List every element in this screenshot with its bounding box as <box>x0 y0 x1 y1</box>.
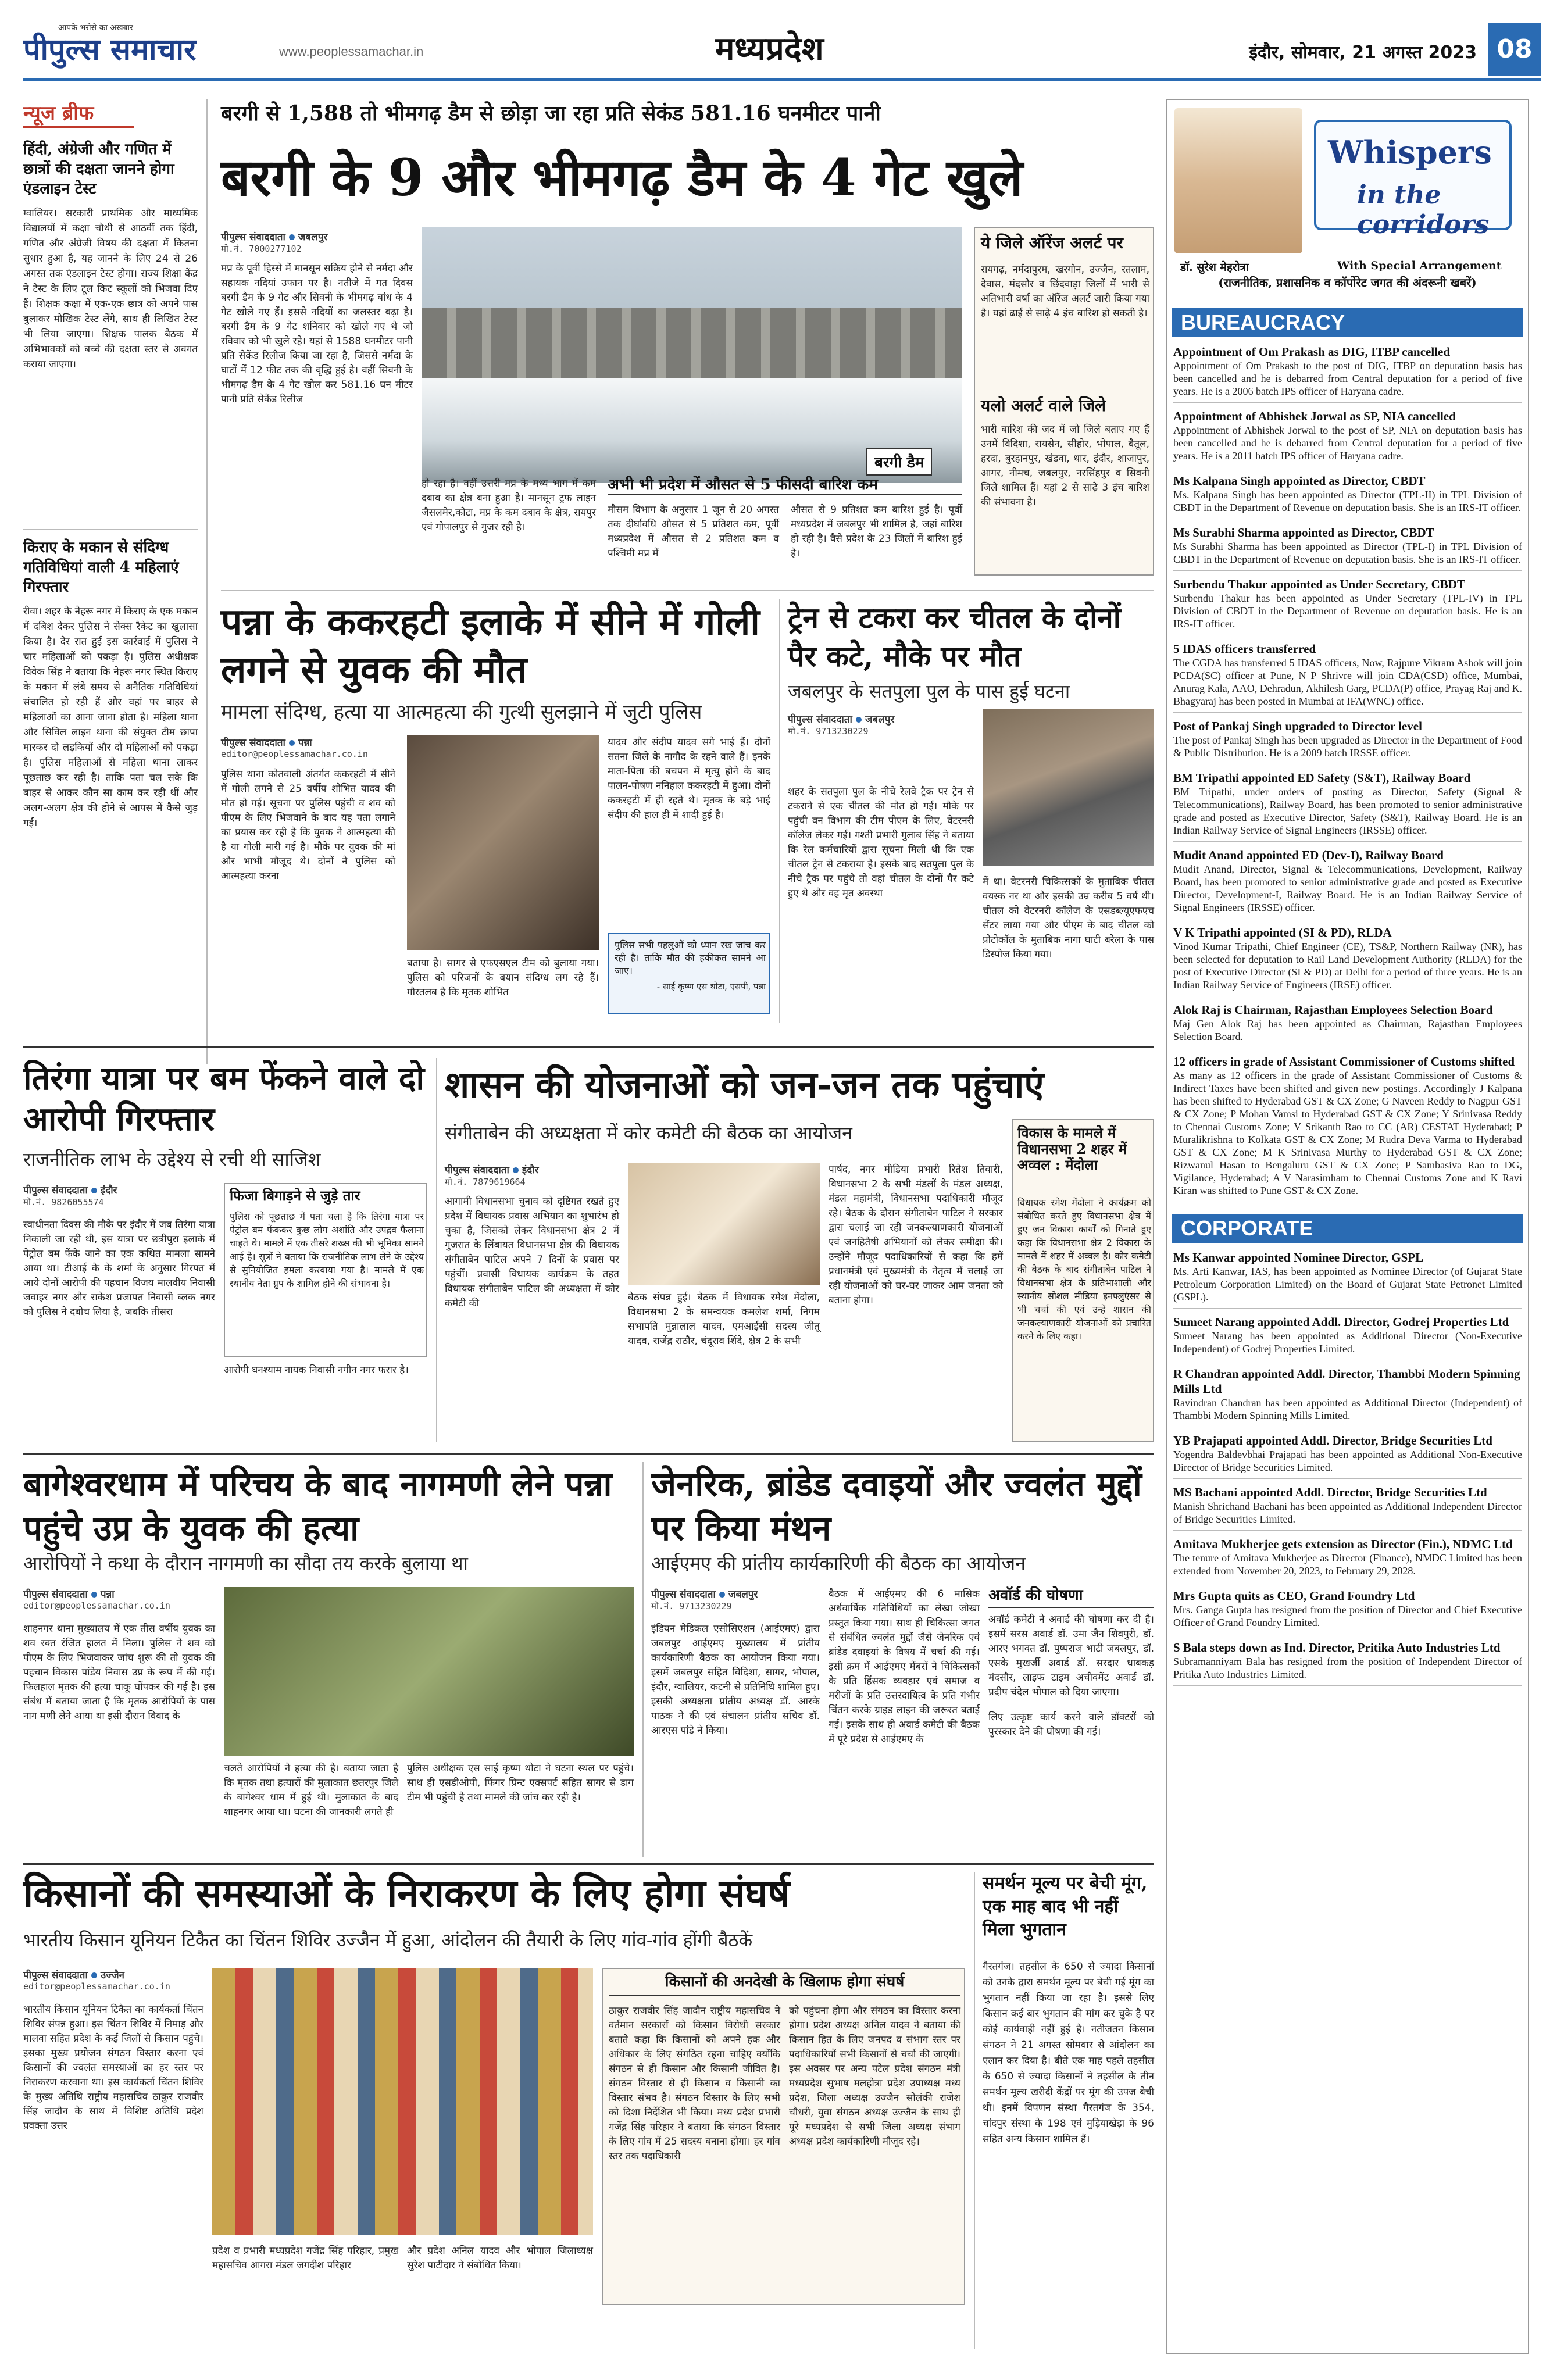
news-item-title: BM Tripathi appointed ED Safety (S&T), Railway Board <box>1173 771 1471 785</box>
generic-text: बैठक में आईएमए की 6 मासिक अर्धवार्षिक गतिविधियों का लेखा जोखा प्रस्तुत किया गया। साथ ही चिकित्सा जगत से संबंधित ज्वलंत मुद्दों जैसे जेनरिक एवं ब्रांडेड दवाइयां के विषय में चर्चा की गई। इसी क्रम में आईएमए मेंबरों ने चिकित्सकों के प्रति हिंसक व्यवहार एवं समाज व मरीजों के प्रति उत्तरदायित्व के प्रति गंभीर चिंतन करके ग्राइड लाइन की जरूरत बताई गई। इसके साथ ही अवार्ड कमेटी की बैठक में पूरे प्रदेश से आईएमए के <box>829 1588 980 1745</box>
news-item-title: Amitava Mukherjee gets extension as Director (Fin.), NDMC Ltd <box>1173 1537 1513 1551</box>
news-item-text: Ms. Kalpana Singh has been appointed as Director (TPL-II) in TPL Division of CBDT in the Department of Revenue on deputation basis. She is an IRS-IT officer. <box>1173 489 1522 513</box>
news-item <box>1173 344 1522 403</box>
news-item-text: BM Tripathi, under orders of posting as Director, Safety (Signal & Telecommunications), Railway Board, has been promoted to senior administrative grade and posted as Executive Director, Safety (S&T), Railway Board. He is an Indian Railway Service of Signal Engineers (IRSSE) officer. <box>1173 786 1522 836</box>
section-title: मध्यप्रदेश <box>715 30 824 68</box>
orange-alert-title: ये जिले ऑरेंज अलर्ट पर <box>981 233 1123 252</box>
news-item-title: MS Bachani appointed Addl. Director, Bridge Securities Ltd <box>1173 1485 1487 1499</box>
news-brief-label: न्यूज ब्रीफ <box>23 99 134 128</box>
website-url[interactable]: www.peoplessamachar.in <box>279 44 424 59</box>
top-strap: बरगी से 1,588 तो भीमगढ़ डैम से छोड़ा जा रहा प्रति सेकंड 581.16 घनमीटर पानी <box>221 101 881 126</box>
news-item <box>1173 1314 1522 1360</box>
panna-text: पुलिस थाना कोतवाली अंतर्गत ककरहटी में सीने में गोली लगने से 25 वर्षीय शोभित यादव की मौत हो गई। सूचना पर पुलिस पहुंची व शव को पीएम के लिए भिजवाने के बाद यह पता लगाने का प्रयास कर रही है कि युवक ने आत्महत्या की है या गोली मारी गई है। मौके पर युवक की मां और भाभी मौजूद थे। दोनों ने पुलिस को आत्महत्या करना <box>221 769 395 882</box>
dam-byline: पीपुल्स संवाददाता जबलपुर मो.नं. 7000277102 <box>221 231 328 254</box>
yojana-text: आगामी विधानसभा चुनाव को दृष्टिगत रखते हुए प्रदेश में विधायक प्रवास अभियान का शुभारंभ हो चुका है, जिसको लेकर विधानसभा क्षेत्र 2 में गुजरात के लिंबायत विधानसभा क्षेत्र की विधायक संगीताबेन पाटिल अपने 7 दिनों के प्रवास पर पहुंचीं। प्रवासी विधायक कार्यक्रम के तहत विधायक संगीताबेन पाटिल की अध्यक्षता में कोर कमेटी की <box>445 1196 619 1309</box>
generic-headline: जेनरिक, ब्रांडेड दवाइयों और ज्वलंत मुद्दों पर किया मंथन <box>651 1464 1142 1548</box>
news-item <box>1173 577 1522 635</box>
brief-title: हिंदी, अंग्रेजी और गणित में छात्रों की दक्षता जानने होगा एंडलाइन टेस्ट <box>23 141 174 198</box>
news-item-title: Appointment of Abhishek Jorwal as SP, NIA cancelled <box>1173 409 1456 423</box>
moong-headline: समर्थन मूल्य पर बेची मूंग, एक माह बाद भी नहीं मिला भुगतान <box>983 1873 1148 1940</box>
news-item-title: S Bala steps down as Ind. Director, Pritika Auto Industries Ltd <box>1173 1641 1501 1654</box>
news-item-text: The tenure of Amitava Mukherjee as Director (Finance), NMDC Limited has been extended from November 20, 2023, to February 29, 2028. <box>1173 1552 1522 1577</box>
news-item-title: Surbendu Thakur appointed as Under Secretary, CBDT <box>1173 577 1465 591</box>
bureaucracy-band: BUREAUCRACY <box>1172 308 1523 337</box>
train-text: शहर के सतपुला पुल के नीचे रेलवे ट्रैक पर ट्रेन से टकराने से एक चीतल की मौत हो गई। मौके पर पहुंची वन विभाग की टीम पीएम के लिए, वेटरनरी कॉलेज लेकर गई। गश्ती प्रभारी गुलाब सिंह ने बताया कि रेल कर्मचारियों द्वारा सूचना मिली थी कि एक चीतल ट्रेन से टकराया है। इसके बाद सतपुला पुल के नीचे ट्रैक पर पहुंचे तो वहां चीतल के दोनों पैर कटे हुए थे और वह मृत अवस्था <box>788 786 974 899</box>
news-item <box>1173 925 1522 996</box>
farmer-text: प्रदेश व प्रभारी मध्यप्रदेश गजेंद्र सिंह परिहार, प्रमुख महासचिव आगरा मंडल जगदीश परिहार <box>212 2245 398 2271</box>
corporate-band: CORPORATE <box>1172 1214 1523 1243</box>
tiranga-text: स्वाधीनता दिवस की मौके पर इंदौर में जब तिरंगा यात्रा निकाली जा रही थी, इस यात्रा पर छत्रीपुरा इलाके में पेट्रोल बम फेंके जाने का एक कथित मामला सामने आया था। टीआई के के शर्मा के अनुसार गिरफ्त में आये दोनों आरोपी की पहचान विजय मालवीय निवासी जवाहर नगर और राकेश प्रजापत निवासी ब्लक नगर को पुलिस ने दबोच लिया है, जबकि तीसरा <box>23 1219 215 1318</box>
news-item-title: Mudit Anand appointed ED (Dev-I), Railway Board <box>1173 848 1444 862</box>
yojana-text: पार्षद, नगर मीडिया प्रभारी रितेश तिवारी, विधानसभा 2 के सभी मंडलों के मंडल अध्यक्ष, मंडल महामंत्री, विधानसभा पदाधिकारी मौजूद रहे। बैठक के दौरान संगीताबेन पाटिल ने सरकार द्वारा चलाई जा रही जनकल्याणकारी योजनाओं एवं जनहितैषी अभियानों को लेकर समीक्षा की। उन्होंने मौजूद पदाधिकारियों से कहा कि हमें प्रधानमंत्री एवं मुख्यमंत्री के नेतृत्व में चलाई जा रही योजनाओं को घर-घर जाकर आम जनता को बताना होगा। <box>829 1164 1003 1306</box>
farmer-subhead: भारतीय किसान यूनियन टिकैत का चिंतन शिविर उज्जैन में हुआ, आंदोलन की तैयारी के लिए गांव-गांव होंगी बैठकें <box>23 1930 753 1951</box>
corporate-list <box>1173 1250 1522 1692</box>
tiranga-sidebar-title: फिजा बिगाड़ने से जुड़े तार <box>230 1187 360 1204</box>
yellow-alert-title: यलो अलर्ट वाले जिले <box>981 396 1106 415</box>
train-headline: ट्रेन से टकरा कर चीतल के दोनों पैर कटे, मौके पर मौत <box>788 601 1121 673</box>
author-photo <box>1174 108 1302 253</box>
newspaper-logo: आपके भरोसे का अखबार पीपुल्स समाचार <box>23 23 197 67</box>
yellow-alert-text: भारी बारिश की जद में जो जिले बताए गए हैं उनमें विदिशा, रायसेन, सीहोर, भोपाल, बैतूल, हरदा, बुरहानपुर, खंडवा, धार, इंदौर, शाजापुर, आगर, नीमच, जबलपुर, नरसिंहपुर व सिवनी जिले शामिल हैं। यहां 2 से साढ़े 3 इंच बारिश की संभावना है। <box>981 424 1149 508</box>
bageshwar-text: शाहनगर थाना मुख्यालय में एक तीस वर्षीय युवक का शव रक्त रंजित हालत में मिला। पुलिस ने शव को पीएम के लिए भिजवाकर जांच शुरू की तो युवक की पहचान विकास पांडेय निवास उप्र के रूप में की गई। फिलहाल मृतक की हत्या चाकू घोंपकर की गई है। इस संबंध में बताया जाता है कि मृतक आरोपियों के पास नाग मणी लेने आया था इसी दौरान विवाद के <box>23 1623 215 1722</box>
news-item-text: Surbendu Thakur has been appointed as Under Secretary (TPL-IV) in TPL Division of CBDT in the Department of Revenue on deputation basis. He is an IRS-IT officer. <box>1173 592 1522 630</box>
tiranga-subhead: राजनीतिक लाभ के उद्देश्य से रची थी साजिश <box>23 1148 321 1170</box>
yojana-sidebar <box>1012 1119 1154 1442</box>
yojana-text: बैठक संपन्न हुई। बैठक में विधायक रमेश मेंदोला, विधानसभा 2 के समन्वयक कमलेश शर्मा, निगम सभापति मुन्नालाल यादव, एमआईसी सदस्य जीतू यादव, राजेंद्र राठौर, चंदूराव शिंदे, क्षेत्र 2 के सभी <box>628 1292 820 1347</box>
news-item-text: Yogendra Baldevbhai Prajapati has been appointed as Additional Non-Executive Director of Bridge Securities Limited. <box>1173 1449 1522 1473</box>
chital-photo <box>983 709 1154 866</box>
news-item <box>1173 848 1522 919</box>
news-item-title: Alok Raj is Chairman, Rajasthan Employees Selection Board <box>1173 1003 1493 1017</box>
news-item-text: Manish Shrichand Bachani has been appointed as Additional Independent Director of Bridge Securities Limited. <box>1173 1500 1522 1525</box>
news-item-text: Subramanniyam Bala has resigned from the position of Independent Director of Pritika Auto Industries Limited. <box>1173 1656 1522 1680</box>
dam-photo <box>422 227 962 471</box>
quote-text: पुलिस सभी पहलुओं को ध्यान रख जांच कर रही है। ताकि मौत की हकीकत सामने आ जाए। <box>615 939 766 976</box>
news-item-title: 5 IDAS officers transferred <box>1173 642 1316 656</box>
news-item-title: 12 officers in grade of Assistant Commissioner of Customs shifted <box>1173 1055 1515 1069</box>
brief-item <box>23 140 198 372</box>
news-item <box>1173 1588 1522 1634</box>
news-item <box>1173 409 1522 467</box>
panna-subhead: मामला संदिग्ध, हत्या या आत्महत्या की गुत्थी सुलझाने में जुटी पुलिस <box>221 701 702 724</box>
news-item-text: Maj Gen Alok Raj has been appointed as Chairman, Rajasthan Employees Selection Board. <box>1173 1018 1522 1042</box>
farmer-headline: किसानों की समस्याओं के निराकरण के लिए होगा संघर्ष <box>23 1871 790 1916</box>
panna-headline: पन्ना के ककरहटी इलाके में सीने में गोली लगने से युवक की मौत <box>221 601 760 692</box>
news-item-title: R Chandran appointed Addl. Director, Thambbi Modern Spinning Mills Ltd <box>1173 1367 1520 1396</box>
generic-subhead: आईएमए की प्रांतीय कार्यकारिणी की बैठक का आयोजन <box>651 1552 1026 1574</box>
dam-text: मप्र के पूर्वी हिस्से में मानसून सक्रिय होने से नर्मदा और सहायक नदियां उफान पर है। नतीजे में गत दिवस बरगी डैम के 9 गेट और सिवनी के भीमगढ़ बांध के 4 गेट खोले गए हैं। इससे नदियों का जलस्तर बढ़ा है। बरगी डैम के 9 गेट शनिवार को खोले गए थे जो रविवार को भी खुले रहे। यहां से 1588 घनमीटर पानी प्रति सेकेंड रिलीज किया जा रहा है, जिससे नर्मदा के घाटों में 12 फीट तक की वृद्धि हुई है। वहीं सिवनी के भीमगढ़ डैम के 4 गेट खोल कर 581.16 घन मीटर पानी प्रति सेकेंड रिलीज <box>221 263 413 405</box>
farmer-sidebar-text: को पहुंचना होगा और संगठन का विस्तार करना होगा। प्रदेश अध्यक्ष अनिल यादव ने बताया की किसान हित के लिए जनपद व संभाग स्तर पर पदाधिकारियों सभी किसानों से चर्चा की जाएगी। इस अवसर पर अन्य पटेल प्रदेश संगठन मंत्री मध्यप्रदेश सुभाष मलहोत्रा प्रदेश उपाध्यक्ष मध्य प्रदेश, जिला अध्यक्ष उज्जैन सोलंकी राजेश चौधरी, युवा संगठन अध्यक्ष उज्जैन के साथ ही पूरे मध्यप्रदेश से सभी जिला अध्यक्ष संभाग अध्यक्ष प्रदेश कार्यकारिणी मौजूद रहे। <box>789 2005 960 2147</box>
news-item-text: Ravindran Chandran has been appointed as Additional Director (Independent) of Thambbi Modern Spinning Mills Limited. <box>1173 1397 1522 1421</box>
bageshwar-byline: पीपुल्स संवाददाता पन्ना editor@peoplessamachar.co.in <box>23 1589 170 1611</box>
brief-text: ग्वालियर। सरकारी प्राथमिक और माध्यमिक विद्यालयों में कक्षा चौथी से आठवीं तक हिंदी, गणित और अंग्रेजी विषय की दक्षता में कितना सुधार हुआ है, यह जानने के लिए 24 से 26 अगस्त तक एंडलाइन टेस्ट होगा। राज्य शिक्षा केंद्र ने टेस्ट के लिए टूल किट स्कूलों को भिजवा दिए हैं। शिक्षक कक्षा में एक-एक छात्र को अपने पास बुलाकर मौखिक टेस्ट लेंगे, साथ ही लिखित टेस्ट भी लिया जाएगा। शिक्षक पालक बैठक में अभिभावकों को बच्चे की दक्षता स्तर से अवगत कराया जाएगा। <box>23 208 198 370</box>
victim-photo <box>407 735 599 950</box>
news-item-text: As many as 12 officers in the grade of Assistant Commissioner of Customs & Indirect Taxes have been shifted and given new postings. Accordingly J Kalpana has been shifted to Hyderabad GST & CX Zone; G Naveen Reddy to Nagpur GST & CX Zone; P Mohan Vamsi to Hyderabad GST & CX Zone; Y Srinivasa Reddy to Chennai Customs Zone; V Srikanth Rao to CC (AR) CESTAT Hyderabad; P Muralikrishna to Kolkata GST & CX Zone; M Rudra Deva Varma to Hyderabad GST & CX Zone; M K Srinivasa Murthy to Hyderabad GST & CX Zone; Rizwanul Hasan to Bengaluru GST & CX Zone; P Sambasiva Rao to DG, Vigilance, Hyderabad; A V Narasimham to Chennai Customs Zone and K Ravi Kiran was shifted to Pune GST & CX Zone. <box>1173 1070 1522 1196</box>
train-subhead: जबलपुर के सतपुला पुल के पास हुई घटना <box>788 680 1070 702</box>
whispers-logo: Whispers in the corridors <box>1314 120 1512 230</box>
farmer-sidebar-title: किसानों की अनदेखी के खिलाफ होगा संघर्ष <box>609 1974 960 1996</box>
news-item-title: Ms Kanwar appointed Nominee Director, GSPL <box>1173 1250 1424 1264</box>
dam-photo-caption: बरगी डैम <box>866 448 932 476</box>
yojana-headline: शासन की योजनाओं को जन-जन तक पहुंचाएं <box>445 1063 1044 1106</box>
train-text: में था। वेटरनरी चिकित्सकों के मुताबिक चीतल वयस्क नर था और इसकी उम्र करीब 5 वर्ष थी। चीतल को वेटरनरी कॉलेज के एसडब्ल्यूएफएच सेंटर लाया गया और पीएम के बाद चीतल को प्रोटोकॉल के मुताबिक नागा घाटी बरेला के पास डिस्पोज किया गया। <box>983 876 1154 960</box>
train-byline: पीपुल्स संवाददाता जबलपुर मो.नं. 9713230229 <box>788 714 895 737</box>
news-item-text: Ms Surabhi Sharma has been appointed as Director (TPL-I) in TPL Division of CBDT in the Department of Revenue on deputation basis. She is an IRS-IT officer. <box>1173 541 1522 565</box>
weather-alert-box <box>974 227 1154 576</box>
news-item <box>1173 1250 1522 1309</box>
bageshwar-text: चलते आरोपियों ने हत्या की है। बताया जाता है कि मृतक तथा हत्यारों की मुलाकात छतरपुर जिले के बागेश्वर धाम में हुई थी। मुलाकात के बाद शाहनगर आया था। घटना की जानकारी लगते ही <box>224 1763 398 1818</box>
award-text: अवॉर्ड कमेटी ने अवार्ड की घोषणा कर दी है। इसमें सरस अवार्ड डॉ. उमा जैन शिवपुरी, डॉ. आरए भगवत डॉ. पुष्पराज भाटी जबलपुर, डॉ. एसके मुखर्जी अवार्ड डॉ. सरदार धाबकड़ मंदसौर, लाइफ टाइम अचीवमेंट अवार्ड डॉ. प्रदीप चंदेल भोपाल को दिया जाएगा। <box>988 1613 1154 1698</box>
news-item-title: Sumeet Narang appointed Addl. Director, Godrej Properties Ltd <box>1173 1315 1509 1329</box>
tiranga-headline: तिरंगा यात्रा पर बम फेंकने वाले दो आरोपी गिरफ्तार <box>23 1059 425 1138</box>
tiranga-byline: पीपुल्स संवाददाता इंदौर मो.नं. 9826055574 <box>23 1185 117 1207</box>
news-item-text: Sumeet Narang has been appointed as Additional Director (Non-Executive Independent) of Godrej Properties Limited. <box>1173 1330 1522 1355</box>
farmer-byline: पीपुल्स संवाददाता उज्जैन editor@peoplessamachar.co.in <box>23 1970 170 1992</box>
award-title: अवॉर्ड की घोषणा <box>988 1587 1154 1608</box>
yojana-sidebar-text: विधायक रमेश मेंदोला ने कार्यक्रम को संबोधित करते हुए विधानसभा क्षेत्र में हुए जन विकास कार्यों को गिनाते हुए कहा कि विधानसभा क्षेत्र 2 विकास के मामले में शहर में अव्वल है। कोर कमेटी की बैठक के बाद संगीताबेन पाटिल ने विधानसभा क्षेत्र के प्रतिभाशाली और स्थानीय सोशल मीडिया इनफ्लुएंसर से भी चर्चा की एवं उन्हें शासन की जनकल्याणकारी योजनाओं को प्रचारित करने के लिए कहा। <box>1017 1197 1151 1342</box>
yojana-subhead: संगीताबेन की अध्यक्षता में कोर कमेटी की बैठक का आयोजन <box>445 1122 852 1144</box>
farmer-sidebar <box>602 1968 965 2305</box>
generic-byline: पीपुल्स संवाददाता जबलपुर मो.नं. 9713230229 <box>651 1589 758 1611</box>
panna-text: बताया है। सागर से एफएसएल टीम को बुलाया गया। पुलिस को परिजनों के बयान संदिग्ध लग रहे हैं। गौरतलब है कि मृतक शोभित <box>407 957 599 998</box>
news-item-title: Mrs Gupta quits as CEO, Grand Foundry Ltd <box>1173 1589 1415 1603</box>
brief-text: रीवा। शहर के नेहरू नगर में किराए के एक मकान में दबिश देकर पुलिस ने सेक्स रैकेट का खुलासा किया है। देर रात हुई इस कार्रवाई में पुलिस ने चार महिलाओं को पकड़ा है। पुलिस अधीक्षक विवेक सिंह ने बताया कि नेहरू नगर स्थित किराए के मकान में लंबे समय से अनैतिक गतिविधियां संचालित हो रही हैं और वहां पर बाहर से महिलाओं का आना जाना होता है। महिला थाना और सिविल लाइन थाना की संयुक्त टीम छापा मारकर दो लड़कियों और दो महिलाओं को पकड़ा है। पुलिस महिलाओं से महिला थाना लाकर पूछताछ कर रही है। ताकि पता चल सके कि बाहर से आकर कौन सा काम कर रही थीं और अलग-अलग क्षेत्र की होने से आपस में कैसे जुड़ गईं। <box>23 606 198 829</box>
crime-scene-photo <box>224 1587 634 1756</box>
generic-text: इंडियन मेडिकल एसोसिएशन (आईएमए) द्वारा जबलपुर आईएमए मुख्यालय में प्रांतीय कार्यकारिणी बैठक का आयोजन किया गया। इसमें जबलपुर सहित विदिशा, सागर, भोपाल, इंदौर, ग्वालियर, कटनी से प्रतिनिधि शामिल हुए। इसकी अध्यक्षता प्रांतीय अध्यक्ष डॉ. आरके पाठक ने की एवं संचालन प्रांतीय सचिव डॉ. आरएस पांडे ने किया। <box>651 1623 820 1736</box>
news-item-text: Mudit Anand, Director, Signal & Telecommunications, Development, Railway Board, has been promoted to senior administrative grade and posted as Executive Director, Development-I, Railway Board. He is an Indian Railway Service of Signal Engineers (IRSSE) officer. <box>1173 863 1522 913</box>
news-item <box>1173 1433 1522 1479</box>
dam-text: औसत से 9 प्रतिशत कम बारिश हुई है। पूर्वी मध्यप्रदेश में जबलपुर भी शामिल है, जहां बारिश हो रही है। वैसे प्रदेश के 23 जिलों में बारिश हुई है। <box>791 504 962 559</box>
news-item-text: The post of Pankaj Singh has been upgraded as Director in the Department of Food & Public Distribution. He is a 2009 batch IRSSE officer. <box>1173 734 1522 759</box>
news-item <box>1173 770 1522 842</box>
arrangement-note: With Special Arrangement <box>1337 259 1502 272</box>
panna-text: यादव और संदीप यादव सगे भाई हैं। दोनों सतना जिले के नागौद के रहने वाले हैं। इनके माता-पिता की बचपन में मृत्यु होने के बाद पालन-पोषण ननिहाल ककरहटी में हुआ। दोनों ककरहटी में ही रहते थे। मृतक के बड़े भाई संदीप की हाल ही में शादी हुई है। <box>608 737 770 821</box>
news-item <box>1173 1002 1522 1048</box>
tiranga-sidebar-text: पुलिस को पूछताछ में पता चला है कि तिरंगा यात्रा पर पेट्रोल बम फेंककर कुछ लोग अशांति और उपद्रव फैलाना चाहते थे। मामले में एक तीसरे शख्स की भी भूमिका सामने आई है। सूत्रों ने बताया कि राजनीतिक लाभ लेने के उद्देश्य से सुनियोजित हमला करवाया गया है। मामले में एक स्थानीय नेता ग्रुप के शामिल होने की संभावना है। <box>230 1211 424 1289</box>
news-item-text: Appointment of Abhishek Jorwal to the post of SP, NIA on deputation basis has been cancelled and he is debarred from Central deputation for a period of five years. He is a 2011 batch IPS officer of Haryana cadre. <box>1173 424 1522 462</box>
dam-subhead-box <box>608 477 962 495</box>
bureaucracy-list <box>1173 344 1522 1208</box>
news-item <box>1173 473 1522 519</box>
news-item <box>1173 1366 1522 1427</box>
brief-title: किराए के मकान से संदिग्ध गतिविधियां वाली 4 महिलाएं गिरफ्तार <box>23 539 179 596</box>
farmer-text: भारतीय किसान यूनियन टिकैत का कार्यकर्ता चिंतन शिविर संपन्न हुआ। इस चिंतन शिविर में निमाड़ और मालवा सहित प्रदेश के कई जिलों से किसान पहुंचे। इसका मुख्य प्रयोजन संगठन विस्तार करना एवं किसानों की ज्वलंत समस्याओं का हर स्तर पर निराकरण करवाना था। इस कार्यकर्ता चिंतन शिविर के मुख्य अतिथि राष्ट्रीय महासचिव ठाकुर राजवीर सिंह जादौन के साथ में विशिष्ट अतिथि प्रदेश प्रवक्ता उत्तर <box>23 2004 203 2132</box>
news-item-text: Appointment of Om Prakash to the post of DIG, ITBP on deputation basis has been cancelled and he is debarred from Central deputation for a period of five years. He is a 2006 batch IPS officer of Haryana cadre. <box>1173 360 1522 397</box>
news-item <box>1173 1640 1522 1686</box>
news-item-title: Ms Kalpana Singh appointed as Director, CBDT <box>1173 474 1426 488</box>
page-number: 08 <box>1488 23 1541 76</box>
bageshwar-text: पुलिस अधीक्षक एस साईं कृष्ण थोटा ने घटना स्थल पर पहुंचे। साथ ही एसडीओपी, फिंगर प्रिन्ट एक्सपर्ट सहित सागर से डाग टीम भी पहुंची है तथा मामले की जांच कर रही है। <box>407 1763 634 1803</box>
news-item <box>1173 1054 1522 1202</box>
author-name: डॉ. सुरेश मेहरोत्रा <box>1180 261 1249 274</box>
farmer-text: और प्रदेश अनिल यादव और भोपाल जिलाध्यक्ष सुरेश पाटीदार ने संबोधित किया। <box>407 2245 593 2271</box>
farmer-sidebar-text: ठाकुर राजवीर सिंह जादौन राष्ट्रीय महासचिव ने वर्तमान सरकारों को किसान विरोधी सरकार बताते कहा कि किसानों को अपने हक और अधिकार के लिए संगठित रहना चाहिए क्योंकि संगठन से ही किसान और किसानी जीवित है। संगठन विस्तार से ही किसान व किसानी का विस्तार संभव है। संगठन विस्तार के लिए सभी को दिशा निर्देशित भी किया। मध्य प्रदेश प्रभारी गजेंद्र सिंह परिहार ने बताया कि संगठन विस्तार के लिए गांव में 25 सदस्य बनाना होगा। हर गांव स्तर तक पदाधिकारी <box>609 2005 780 2162</box>
news-item-text: The CGDA has transferred 5 IDAS officers, Now, Rajpure Vikram Ashok will join PCDA(SC) officer at Pune, N P Shrivre will join CDA(CSD) office, Mumbai, Anurag Kala, AAO, Dehradun, Akhilesh Garg, PCDA(P) office, Prayag Raj and K. Bhagyaraj has been posted in Mumbai at IFA(WNC) office. <box>1173 657 1522 707</box>
masthead <box>23 23 1541 81</box>
news-item-title: YB Prajapati appointed Addl. Director, Bridge Securities Ltd <box>1173 1434 1492 1448</box>
news-item <box>1173 719 1522 764</box>
brief-item <box>23 538 198 831</box>
award-box <box>988 1587 1154 1739</box>
yojana-byline: पीपुल्स संवाददाता इंदौर मो.नं. 7879619664 <box>445 1164 539 1187</box>
orange-alert-text: रायगढ़, नर्मदापुरम, खरगोन, उज्जैन, रतलाम, देवास, मंदसौर व छिंदवाड़ा जिलों में भारी से अतिभारी वर्षा का ऑरेंज अलर्ट जारी किया गया है। यहां ढाई से साढ़े 4 इंच बारिश हो सकती है। <box>981 264 1149 319</box>
news-item-text: Mrs. Ganga Gupta has resigned from the position of Director and Chief Executive Officer of Grand Foundry Limited. <box>1173 1604 1522 1628</box>
dam-subhead: अभी भी प्रदेश में औसत से 5 फीसदी बारिश कम <box>608 476 878 494</box>
news-item <box>1173 525 1522 571</box>
news-item <box>1173 1485 1522 1531</box>
whispers-banner <box>1169 102 1526 288</box>
dam-text: मौसम विभाग के अनुसार 1 जून से 20 अगस्त तक दीर्घावधि औसत से 5 प्रतिशत कम, पूर्वी मध्यप्रदेश में औसत से 2 प्रतिशत कम व पश्चिमी मप्र में <box>608 504 779 559</box>
meeting-photo <box>628 1163 820 1285</box>
award-text: लिए उत्कृष्ट कार्य करने वाले डॉक्टरों को पुरस्कार देने की घोषणा की गई। <box>988 1711 1154 1738</box>
dam-headline: बरगी के 9 और भीमगढ़ डैम के 4 गेट खुले <box>221 147 1023 208</box>
news-item-text: Vinod Kumar Tripathi, Chief Engineer (CE), TS&P, Northern Railway (NR), has been selected for deputation to Rail Land Development Authority (RLDA) for the post of Executive Director (SI & PD) at Delhi for a period of three years. He is an Indian Railway Service of Engineers (IRSE) officer. <box>1173 941 1522 991</box>
news-item-title: Post of Pankaj Singh upgraded to Director level <box>1173 719 1422 733</box>
bageshwar-headline: बागेश्वरधाम में परिचय के बाद नागमणी लेने पन्ना पहुंचे उप्र के युवक की हत्या <box>23 1464 612 1548</box>
news-item <box>1173 1536 1522 1582</box>
bageshwar-subhead: आरोपियों ने कथा के दौरान नागमणी का सौदा तय करके बुलाया था <box>23 1552 468 1574</box>
moong-text: गैरतगंज। तहसील के 650 से ज्यादा किसानों को उनके द्वारा समर्थन मूल्य पर बेची गई मूंग का भुगतान नहीं किया जा रहा है। इससे लिए किसान कई बार भुगतान की मांग कर चुके है पर कोई कार्यवाही नहीं हुई है। नतीजतन किसान संगठन ने 21 अगस्त सोमवार से आंदोलन का एलान कर दिया है। बीते एक माह पहले तहसील के 650 से ज्यादा किसानों ने तहसील के तीन समर्थन मूल्य खरीदी केंद्रों पर मूंग की उपज बेची थी। इनमें विपणन संस्था गैरतगंज के 354, चांदपुर संस्था के 198 एवं मुड़ियाखेड़ा के 96 सहित अन्य किसान शामिल हैं। <box>983 1961 1154 2145</box>
yojana-sidebar-title: विकास के मामले में विधानसभा 2 शहर में अव्वल : मेंदोला <box>1017 1124 1127 1174</box>
farmers-crowd-photo <box>212 1968 593 2235</box>
news-item-title: Appointment of Om Prakash as DIG, ITBP cancelled <box>1173 345 1451 359</box>
whispers-tagline: (राजनीतिक, प्रशासनिक व कॉर्पोरेट जगत की अंदरूनी खबरें) <box>1218 276 1477 290</box>
news-item <box>1173 641 1522 713</box>
news-item-title: Ms Surabhi Sharma appointed as Director, CBDT <box>1173 526 1434 539</box>
news-item-title: V K Tripathi appointed (SI & PD), RLDA <box>1173 925 1392 939</box>
panna-byline: पीपुल्स संवाददाता पन्ना editor@peoplessamachar.co.in <box>221 737 368 759</box>
tiranga-sidebar <box>224 1183 427 1357</box>
dam-text: हो रहा है। वहीं उत्तरी मप्र के मध्य भाग में कम दबाव का क्षेत्र बना हुआ है। मानसून ट्रफ लाइन जैसलमेर,कोटा, मप्र के कम दबाव के क्षेत्र, रायपुर एवं गोपालपुर से गुजर रही है। <box>422 478 596 533</box>
tiranga-text: आरोपी घनश्याम नायक निवासी नगीन नगर फरार है। <box>224 1364 409 1376</box>
edition-date: इंदौर, सोमवार, 21 अगस्त 2023 <box>1249 42 1477 63</box>
sp-quote <box>608 933 770 1014</box>
news-item-text: Ms. Arti Kanwar, IAS, has been appointed as Nominee Director (of Gujarat State Petroleum Corporation Limited) on the Board of Gujarat State Petronet Limited (GSPL). <box>1173 1266 1522 1303</box>
quote-author: - साईं कृष्ण एस थोटा, एसपी, पन्ना <box>656 981 766 992</box>
